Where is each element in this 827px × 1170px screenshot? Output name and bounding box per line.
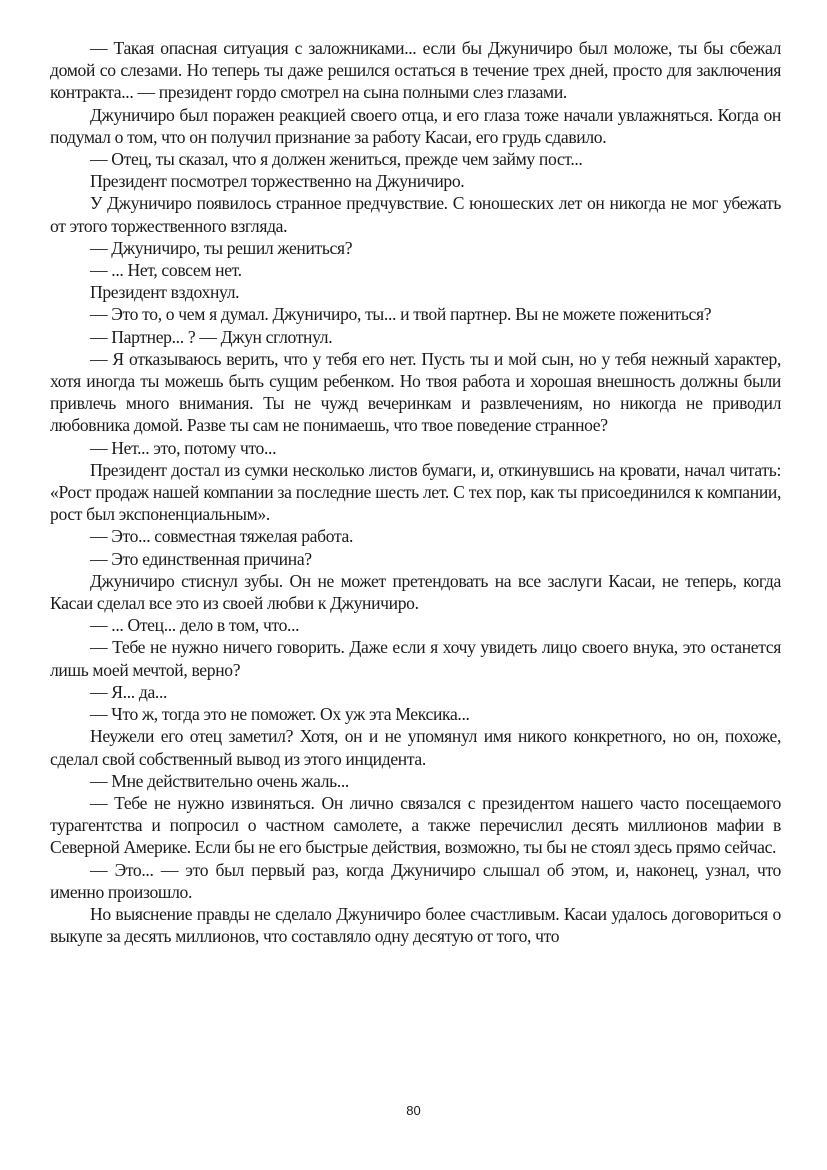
paragraph: — Джуничиро, ты решил жениться? xyxy=(90,237,353,258)
paragraph: У Джуничиро появилось странное предчувствие. С юношеских лет он никогда не мог убежать от этого торжественного взгляда. xyxy=(50,193,781,236)
paragraph: — Тебе не нужно извиняться. Он лично связался с президентом нашего часто посещаемого турагентства и попросил о частном самолете, а также перечислил десять миллионов мафии в Северной Америке. Если бы не его быстрые действия, возможно, ты бы не стоял здесь прямо сейчас. xyxy=(50,792,781,858)
paragraph: — Я отказываюсь верить, что у тебя его нет. Пусть ты и мой сын, но у тебя нежный характер, хотя иногда ты можешь быть сущим ребенком. Но твоя работа и хорошая внешность должны были привлечь много внимания. Ты не чужд вечеринкам и развлечениям, но никогда не приводил любовника домой. Разве ты сам не понимаешь, что твое поведение странное? xyxy=(50,348,781,436)
paragraph: Джуничиро был поражен реакцией своего отца, и его глаза тоже начали увлажняться. Когда он подумал о том, что он получил признание за работу Касаи, его грудь сдавило. xyxy=(50,104,781,147)
paragraph: — Такая опасная ситуация с заложниками... если бы Джуничиро был моложе, ты бы сбежал домой со слезами. Но теперь ты даже решился остаться в течение трех дней, просто для заключения контракта... — президент гордо смотрел на сына полными слез глазами. xyxy=(50,38,781,103)
page-body xyxy=(50,37,781,947)
paragraph: Джуничиро стиснул зубы. Он не может претендовать на все заслуги Касаи, не теперь, когда Касаи сделал все это из своей любви к Джуничиро. xyxy=(50,570,781,614)
paragraph: — ... Отец... дело в том, что... xyxy=(90,615,300,636)
paragraph: — Я... да... xyxy=(90,681,168,702)
paragraph: Президент достал из сумки несколько листов бумаги, и, откинувшись на кровати, начал читать: «Рост продаж нашей компании за последние шесть лет. С тех пор, как ты присоединился к компании, рост был экспоненциальным». xyxy=(50,459,781,525)
paragraph: — Отец, ты сказал, что я должен жениться, прежде чем займу пост... xyxy=(90,149,583,170)
page-number: 80 xyxy=(406,1103,421,1118)
paragraph: Неужели его отец заметил? Хотя, он и не упомянул имя никого конкретного, но он, похоже, сделал свой собственный вывод из этого инцидента. xyxy=(50,726,781,769)
paragraph: Президент посмотрел торжественно на Джуничиро. xyxy=(90,171,465,192)
paragraph: — Тебе не нужно ничего говорить. Даже если я хочу увидеть лицо своего внука, это останется лишь моей мечтой, верно? xyxy=(50,637,781,680)
paragraph: — Это единственная причина? xyxy=(90,548,312,569)
paragraph: — Что ж, тогда это не поможет. Ох уж эта Мексика... xyxy=(90,704,470,725)
paragraph: — Это... совместная тяжелая работа. xyxy=(90,526,354,547)
paragraph: Но выяснение правды не сделало Джуничиро более счастливым. Касаи удалось договориться о выкупе за десять миллионов, что составляло одну десятую от того, что xyxy=(50,903,781,947)
paragraph: Президент вздохнул. xyxy=(90,282,240,303)
paragraph: — Партнер... ? — Джун сглотнул. xyxy=(90,326,333,347)
paragraph: — Это то, о чем я думал. Джуничиро, ты... и твой партнер. Вы не можете пожениться? xyxy=(90,304,712,325)
paragraph: — ... Нет, совсем нет. xyxy=(90,260,242,281)
paragraph: — Это... — это был первый раз, когда Джуничиро слышал об этом, и, наконец, узнал, что именно произошло. xyxy=(50,859,781,902)
paragraph: — Мне действительно очень жаль... xyxy=(90,770,349,791)
paragraph: — Нет... это, потому что... xyxy=(90,437,277,458)
